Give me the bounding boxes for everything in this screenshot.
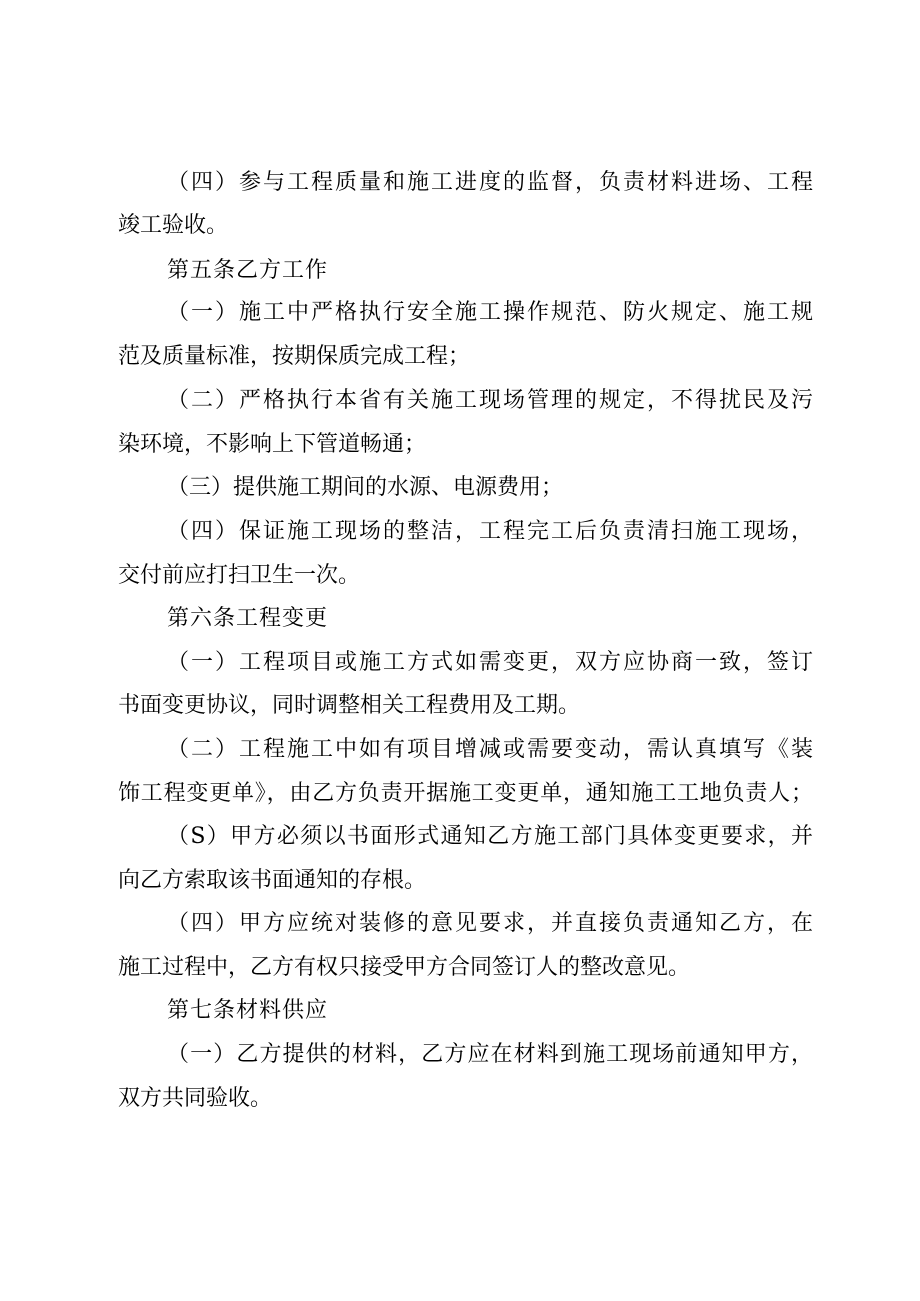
section-heading: 第七条材料供应 — [167, 998, 329, 1023]
paragraph-line: 施工过程中，乙方有权只接受甲方合同签订人的整改意见。 — [118, 955, 691, 980]
paragraph-line: （四）保证施工现场的整洁，工程完工后负责清扫施工现场， — [167, 519, 813, 544]
paragraph-line: （二）工程施工中如有项目增减或需要变动，需认真填写《装 — [167, 737, 813, 762]
paragraph-line: （一）施工中严格执行安全施工操作规范、防火规定、施工规 — [167, 300, 813, 325]
paragraph-line: 染环境，不影响上下管道畅通； — [118, 432, 427, 457]
paragraph-line: （四）甲方应统对装修的意见要求，并直接负责通知乙方，在 — [167, 911, 813, 936]
paragraph-line: 双方共同验收。 — [118, 1086, 273, 1111]
paragraph-line: （四）参与工程质量和施工进度的监督，负责材料进场、工程 — [167, 170, 813, 195]
paragraph-line: （二）严格执行本省有关施工现场管理的规定，不得扰民及污 — [167, 388, 813, 413]
paragraph-line: 书面变更协议，同时调整相关工程费用及工期。 — [118, 693, 581, 718]
paragraph-line: 竣工验收。 — [118, 213, 229, 238]
paragraph-line: （一）工程项目或施工方式如需变更，双方应协商一致，签订 — [167, 650, 813, 675]
paragraph-line: （一）乙方提供的材料，乙方应在材料到施工现场前通知甲方， — [167, 1042, 813, 1067]
paragraph-line: （三）提供施工期间的水源、电源费用； — [167, 475, 564, 500]
section-heading: 第五条乙方工作 — [167, 258, 329, 283]
paragraph-line: 交付前应打扫卫生一次。 — [118, 563, 361, 588]
paragraph-line: 饰工程变更单》，由乙方负责开据施工变更单，通知施工工地负责人； — [118, 781, 813, 806]
section-heading: 第六条工程变更 — [167, 606, 329, 631]
paragraph-line: （S）甲方必须以书面形式通知乙方施工部门具体变更要求，并 — [167, 824, 813, 849]
paragraph-line: 向乙方索取该书面通知的存根。 — [118, 868, 427, 893]
paragraph-line: 范及质量标准，按期保质完成工程； — [118, 344, 471, 369]
